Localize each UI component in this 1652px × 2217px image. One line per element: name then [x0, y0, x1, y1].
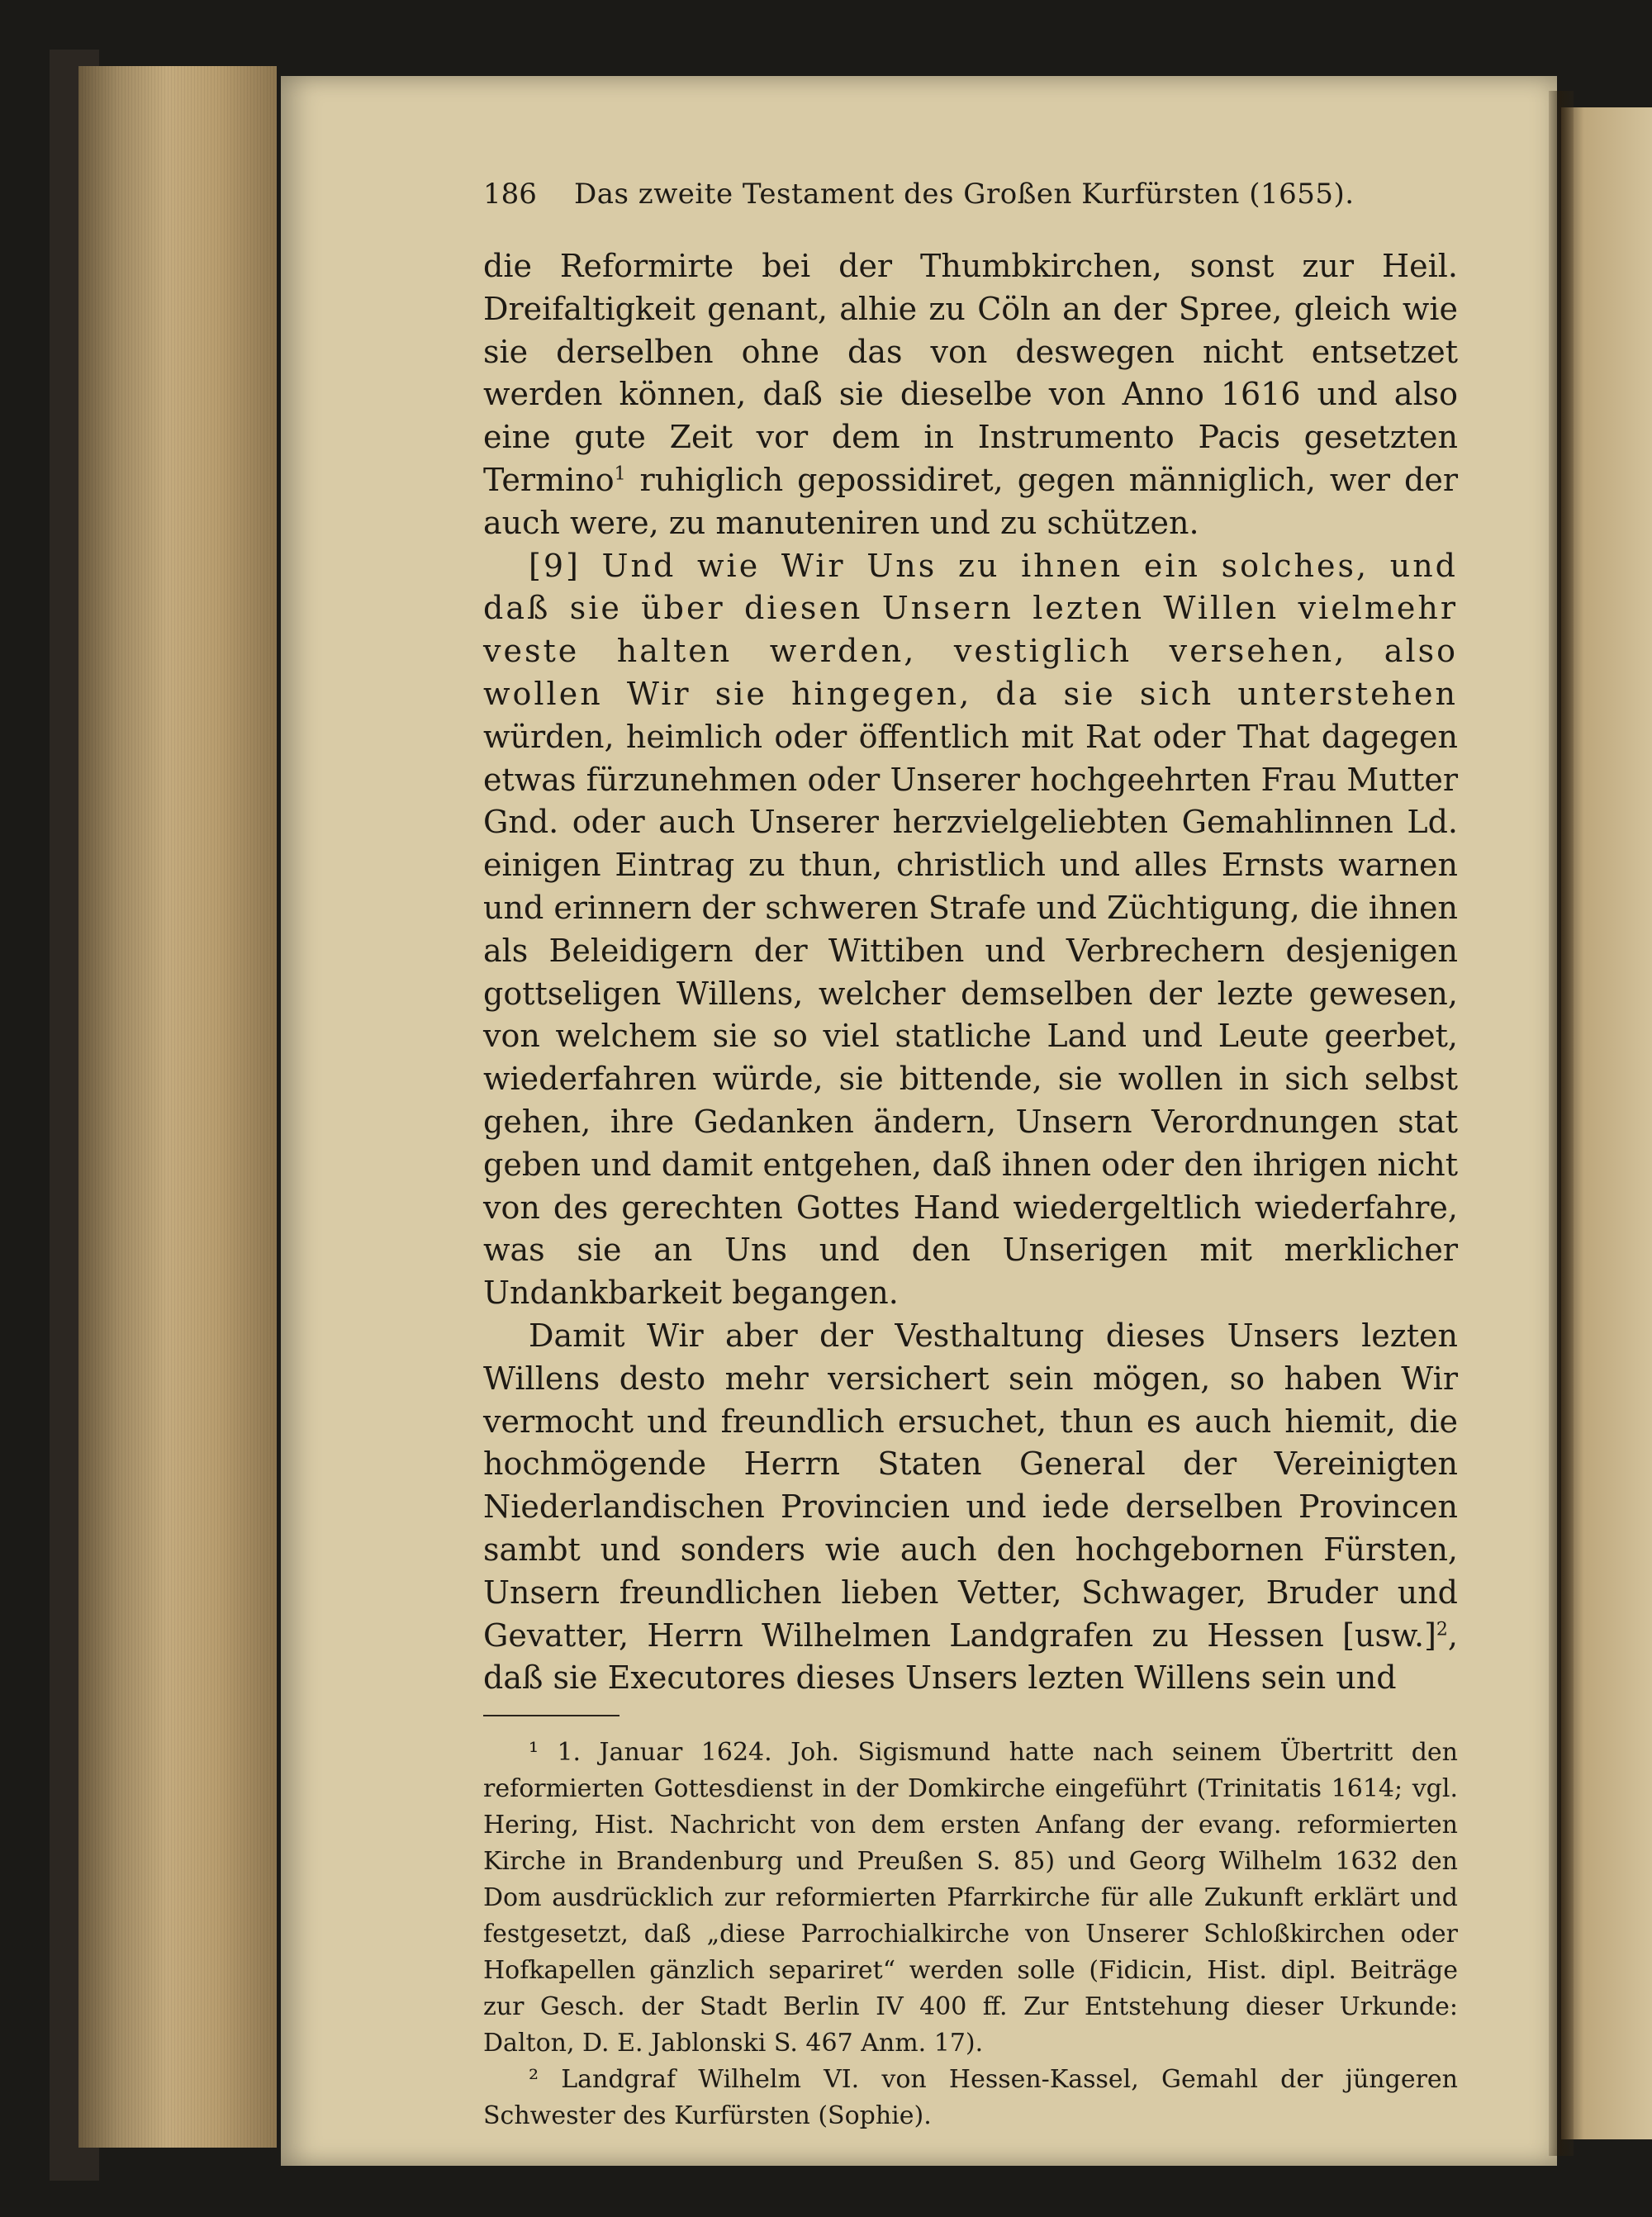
paragraph-1-text-rest: ruhiglich gepossidiret, gegen männiglich, wer der auch were, zu manuteniren und zu schützen.: [483, 461, 1458, 541]
page-number: 186: [483, 178, 537, 211]
running-title: Das zweite Testament des Großen Kurfürsten (1655).: [574, 178, 1355, 211]
facing-page-edge: [1561, 107, 1652, 2139]
paragraph-3-text-rest: , daß sie Executores dieses Unsers lezten Willens sein und: [483, 1616, 1458, 1697]
running-head: [483, 178, 1458, 227]
paragraph-2-spaced-text: [9] Und wie Wir Uns zu ihnen ein solches, und daß sie über diesen Unsern lezten Willen vielmehr veste halten werden, vestiglich versehen, also wollen Wir sie hingegen, da sie sich unterstehen: [483, 547, 1458, 712]
footnote-ref-2: 2: [1436, 1618, 1448, 1640]
page-gutter: [1549, 91, 1574, 2156]
paragraph-3-text: Damit Wir aber der Vesthaltung dieses Unsers lezten Willens desto mehr versichert sein mögen, so haben Wir vermocht und freundlich ersuchet, thun es auch hiemit, die hochmögende Herrn Staten General der Vereinigten Niederlandischen Provincien und iede derselben Provincen sambt und sonders wie auch den hochgebornen Fürsten, Unsern freundlichen lieben Vetter, Schwager, Bruder und Gevatter, Herrn Wilhelmen Landgrafen zu Hessen [usw.]: [483, 1317, 1458, 1654]
footnote-ref-1: 1: [614, 463, 626, 485]
paragraph-1: [483, 245, 1458, 545]
footnotes: [483, 1735, 1458, 2134]
paragraph-1-text: die Reformirte bei der Thumbkirchen, sonst zur Heil. Dreifaltigkeit genant, alhie zu Cöln an der Spree, gleich wie sie derselben ohne das von deswegen nicht entsetzet werden können, daß sie dieselbe von Anno 1616 und also eine gute Zeit vor dem in Instrumento Pacis gesetzten Termino: [483, 248, 1458, 498]
paragraph-2-text: würden, heimlich oder öffentlich mit Rat oder That dagegen etwas fürzunehmen oder Unserer hochgeehrten Frau Mutter Gnd. oder auch Unserer herzvielgeliebten Gemahlinnen Ld. einigen Eintrag zu thun, christlich und alles Ernsts warnen und erinnern der schweren Strafe und Züchtigung, die ihnen als Beleidigern der Wittiben und Verbrechern desjenigen gottseligen Willens, welcher demselben der lezte gewesen, von welchem sie so viel statliche Land und Leute geerbet, wiederfahren würde, sie bittende, sie wollen in sich selbst gehen, ihre Gedanken ändern, Unsern Verordnungen stat geben und damit entgehen, daß ihnen oder den ihrigen nicht von des gerechten Gottes Hand wiedergeltlich wiederfahre, was sie an Uns und den Unserigen mit merklicher Undankbarkeit begangen.: [483, 718, 1458, 1312]
footnote-2: ² Landgraf Wilhelm VI. von Hessen-Kassel, Gemahl der jüngeren Schwester des Kurfürsten (Sophie).: [483, 2065, 1458, 2131]
book-page-edges: [78, 66, 277, 2148]
footnote-1: ¹ 1. Januar 1624. Joh. Sigismund hatte nach seinem Übertritt den reformierten Gottesdienst in der Domkirche eingeführt (Trinitatis 1614; vgl. Hering, Hist. Nachricht von dem ersten Anfang der evang. reformierten Kirche in Brandenburg und Preußen S. 85) und Georg Wilhelm 1632 den Dom ausdrücklich zur reformierten Pfarrkirche für alle Zukunft erklärt und festgesetzt, daß „diese Parrochialkirche von Unserer Schloßkirchen oder Hofkapellen gänzlich separiret“ werden solle (Fidicin, Hist. dipl. Beiträge zur Gesch. der Stadt Berlin IV 400 ff. Zur Entstehung dieser Urkunde: Dalton, D. E. Jablonski S. 467 Anm. 17).: [483, 1738, 1458, 2058]
footnote-divider: [483, 1715, 620, 1716]
page-content: [483, 178, 1458, 2134]
paragraph-3: [483, 1315, 1458, 1700]
main-text: [483, 245, 1458, 1700]
paragraph-2: [483, 545, 1458, 1315]
